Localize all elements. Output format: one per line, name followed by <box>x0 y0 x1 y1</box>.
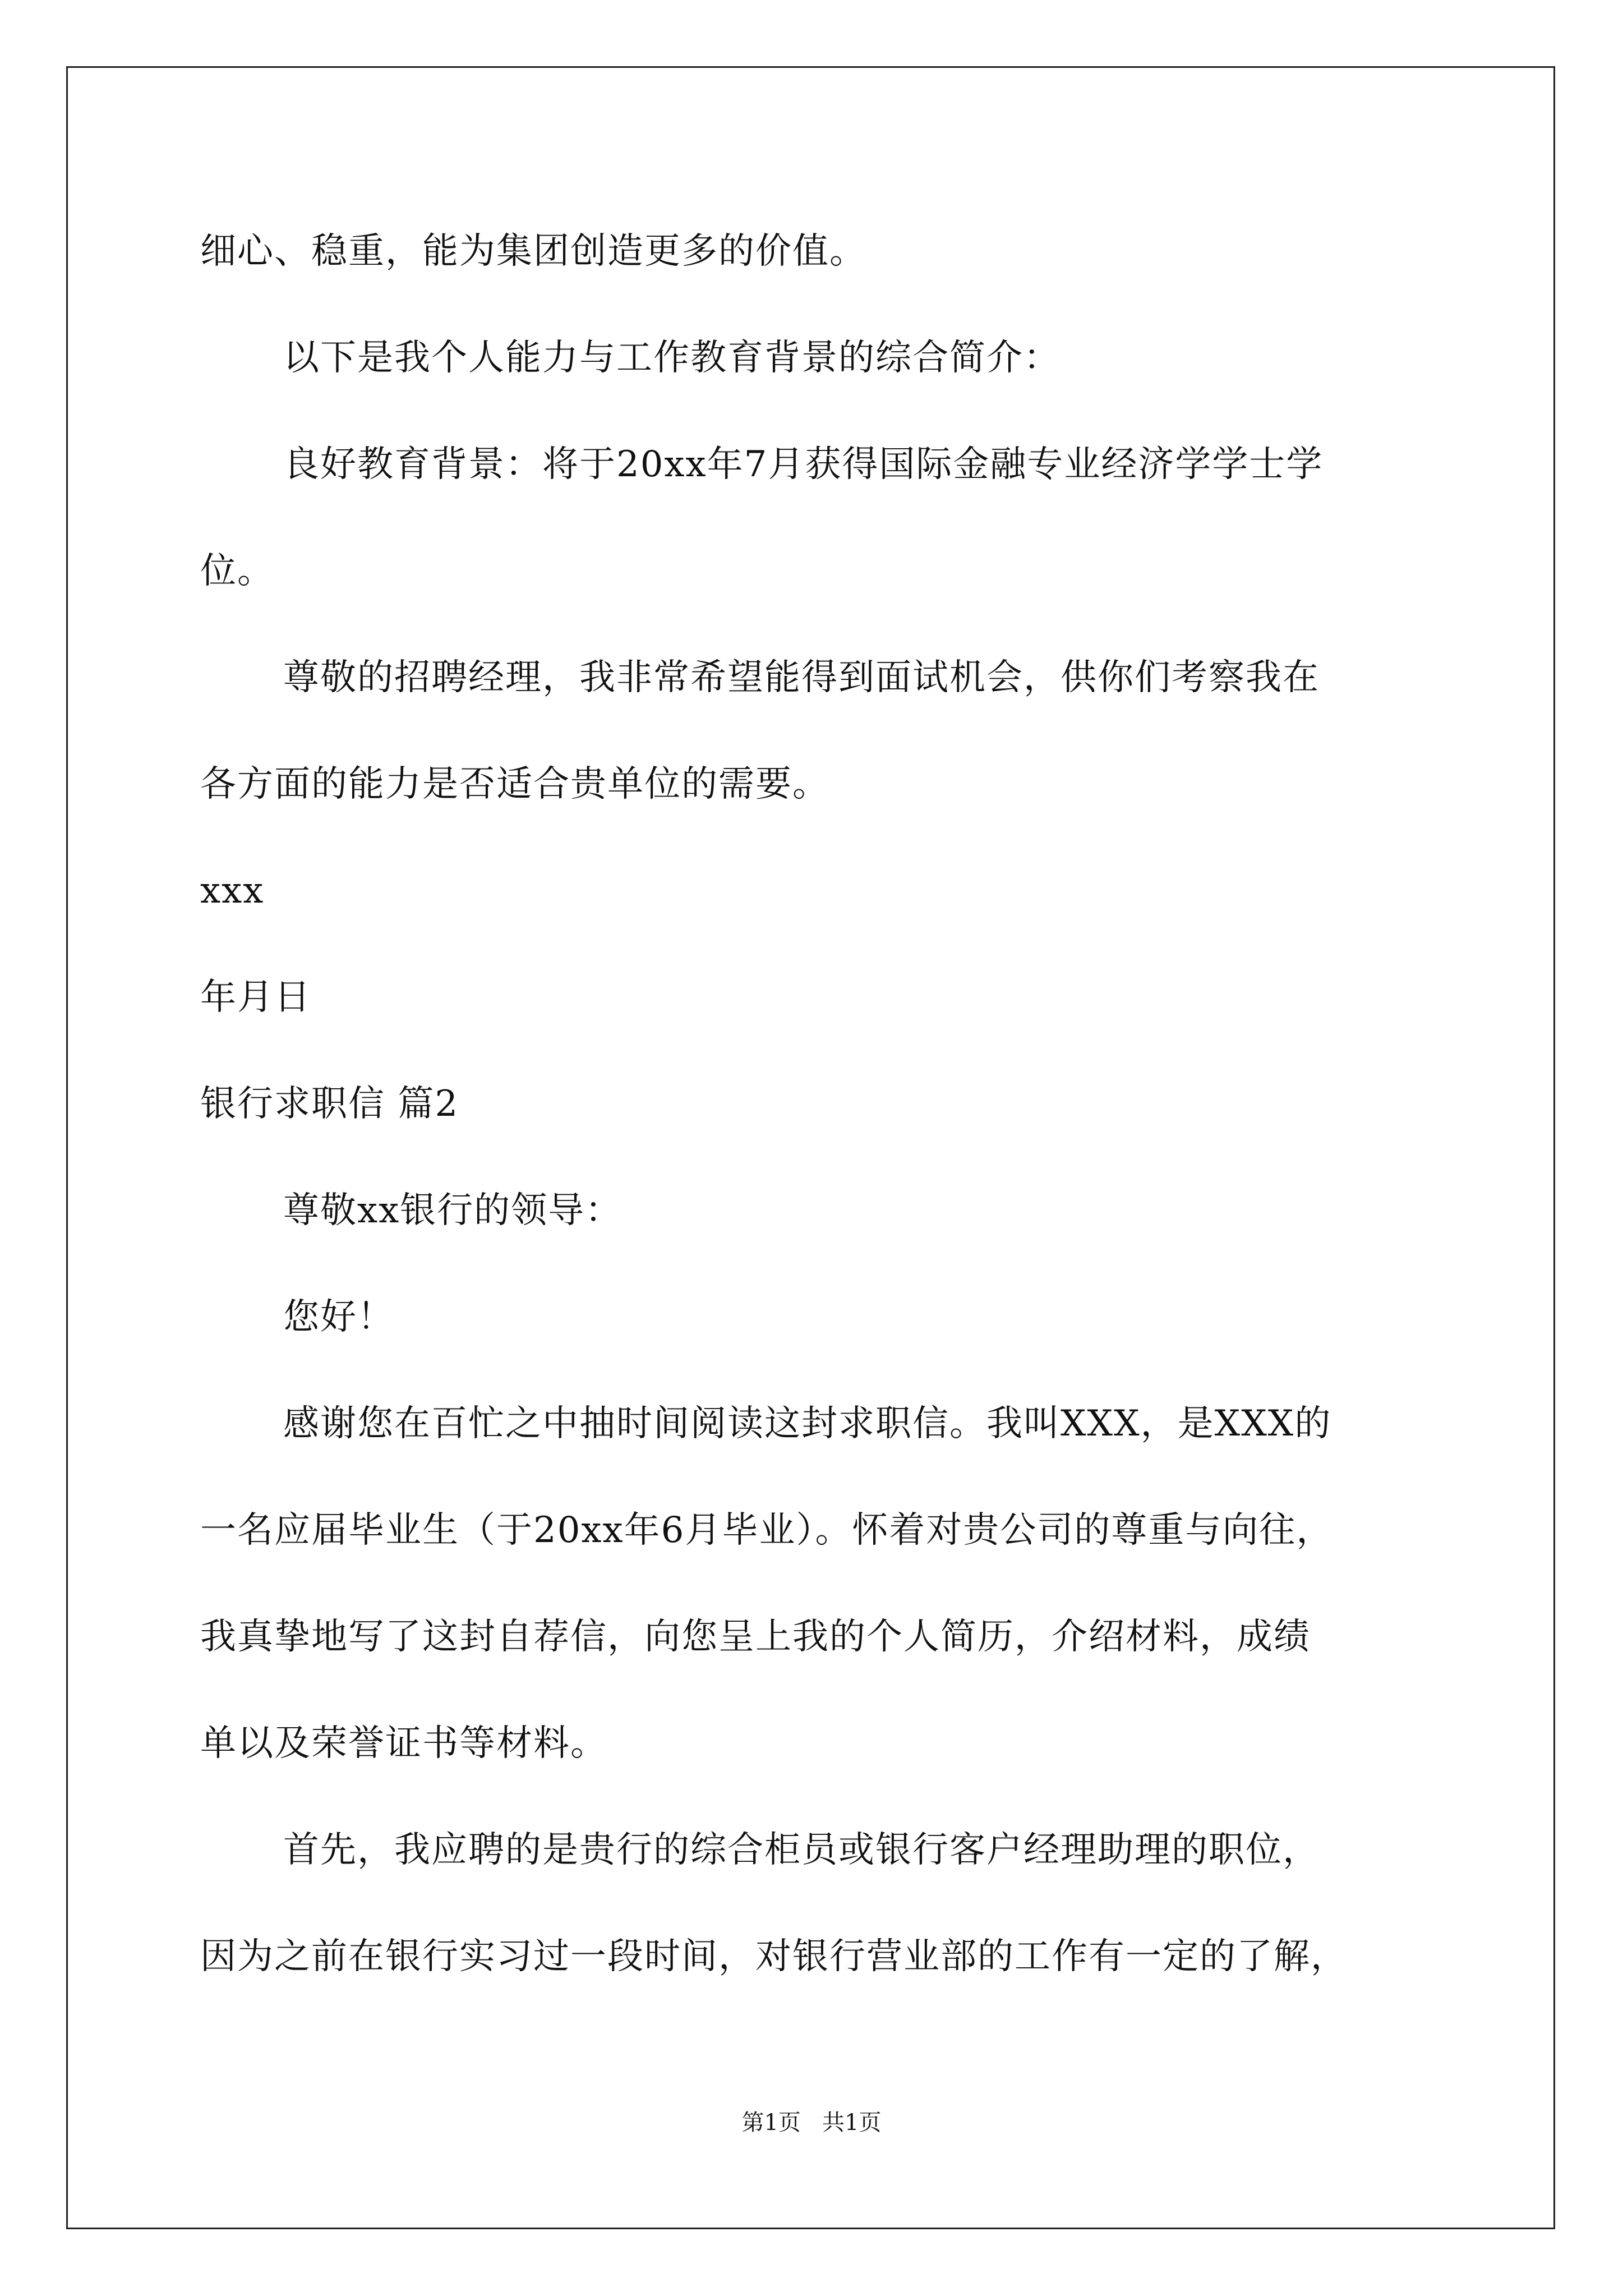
page-border <box>66 66 1555 2229</box>
paragraph-line: 我真挚地写了这封自荐信，向您呈上我的个人简历，介绍材料，成绩 <box>200 1616 1311 1658</box>
paragraph-line: 尊敬的招聘经理，我非常希望能得到面试机会，供你们考察我在 <box>283 657 1320 698</box>
paragraph-line: 以下是我个人能力与工作教育背景的综合简介： <box>283 337 1061 379</box>
greeting: 您好！ <box>283 1296 394 1338</box>
paragraph-line: 良好教育背景：将于20xx年7月获得国际金融专业经济学学士学 <box>283 444 1324 485</box>
page-footer: 第1页 共1页 <box>741 2110 882 2136</box>
paragraph-line: 一名应届毕业生（于20xx年6月毕业）。怀着对贵公司的尊重与向往， <box>200 1510 1334 1551</box>
signature-name: xxx <box>200 870 265 912</box>
paragraph-line: 首先，我应聘的是贵行的综合柜员或银行客户经理助理的职位， <box>283 1829 1320 1871</box>
signature-date: 年月日 <box>200 977 311 1018</box>
paragraph-line: 感谢您在百忙之中抽时间阅读这封求职信。我叫XXX，是XXX的 <box>283 1403 1332 1444</box>
paragraph-line: 细心、稳重，能为集团创造更多的价值。 <box>200 231 866 272</box>
section-heading: 银行求职信 篇2 <box>200 1083 459 1125</box>
salutation: 尊敬xx银行的领导： <box>283 1190 623 1231</box>
paragraph-line: 位。 <box>200 550 274 592</box>
paragraph-line: 因为之前在银行实习过一段时间，对银行营业部的工作有一定的了解， <box>200 1936 1348 1977</box>
paragraph-line: 各方面的能力是否适合贵单位的需要。 <box>200 763 829 805</box>
paragraph-line: 单以及荣誉证书等材料。 <box>200 1723 607 1764</box>
